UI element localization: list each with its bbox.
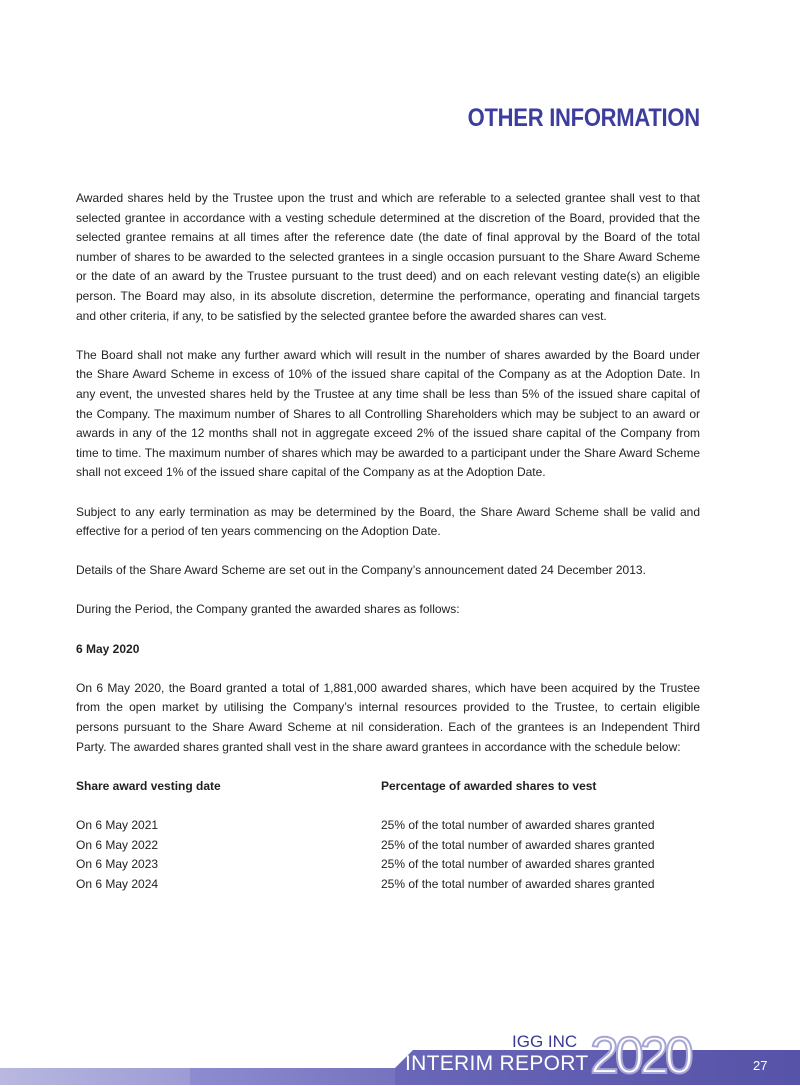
body-content (76, 189, 700, 894)
table-header-row (76, 777, 655, 797)
paragraph: The Board shall not make any further award which will result in the number of shares awarded by the Board under the Share Award Scheme in excess of 10% of the issued share capital of the Company as at the Adoption Date. In any event, the unvested shares held by the Trustee at any time shall be less than 5% of the issued share capital of the Company. The maximum number of Shares to all Controlling Shareholders which may be subject to an award or awards in any of the 12 months shall not in aggregate exceed 2% of the issued share capital of the Company from time to time. The maximum number of shares which may be awarded to a participant under the Share Award Scheme shall not exceed 1% of the issued share capital of the Company as at the Adoption Date. (76, 347, 700, 480)
paragraph: On 6 May 2020, the Board granted a total of 1,881,000 awarded shares, which have been acquired by the Trustee from the open market by utilising the Company’s internal resources provided to the Trustee, to certain eligible persons pursuant to the Share Award Scheme at nil consideration. Each of the grantees is an Independent Third Party. The awarded shares granted shall vest in the share award grantees in accordance with the schedule below: (76, 680, 700, 754)
vesting-table (76, 777, 655, 895)
table-row (76, 836, 655, 856)
vesting-date: On 6 May 2023 (76, 857, 159, 872)
vesting-date: On 6 May 2021 (76, 818, 159, 832)
company-name: IGG INC (512, 1032, 578, 1051)
page-footer (0, 1027, 800, 1085)
report-title: INTERIM REPORT (405, 1052, 589, 1075)
vesting-percentage: 25% of the total number of awarded shares granted (381, 837, 655, 852)
page-number: 27 (753, 1058, 768, 1073)
column-header: Percentage of awarded shares to vest (381, 778, 597, 793)
column-header: Share award vesting date (76, 778, 221, 793)
table-row (76, 875, 655, 895)
page-title: OTHER INFORMATION (467, 104, 700, 132)
footer-bar-decoration (0, 1068, 210, 1085)
paragraph: Subject to any early termination as may be determined by the Board, the Share Award Scheme shall be valid and effective for a period of ten years commencing on the Adoption Date. (76, 504, 700, 539)
paragraph: Awarded shares held by the Trustee upon the trust and which are referable to a selected grantee shall vest to that selected grantee in accordance with a vesting schedule determined at the discretion of the Board, provided that the selected grantee remains at all times after the reference date (the date of final approval by the Board of the total number of shares to be awarded to the selected grantees in a single occasion pursuant to the Share Award Scheme or the date of an award by the Trustee pursuant to the trust deed) and on each relevant vesting date(s) an eligible person. The Board may also, in its absolute discretion, determine the performance, operating and financial targets and other criteria, if any, to be satisfied by the selected grantee before the awarded shares can vest. (76, 191, 700, 323)
vesting-percentage: 25% of the total number of awarded shares granted (381, 818, 655, 832)
footer-bar-decoration (190, 1068, 420, 1085)
report-year-logo: 2020 (590, 1027, 690, 1085)
paragraph: Details of the Share Award Scheme are set out in the Company’s announcement dated 24 December 2013. (76, 563, 646, 578)
spacer (76, 796, 655, 816)
table-row (76, 816, 655, 836)
vesting-percentage: 25% of the total number of awarded shares granted (381, 857, 655, 872)
paragraph: During the Period, the Company granted the awarded shares as follows: (76, 602, 460, 617)
vesting-date: On 6 May 2024 (76, 876, 159, 891)
vesting-percentage: 25% of the total number of awarded shares granted (381, 876, 655, 891)
vesting-date: On 6 May 2022 (76, 837, 159, 852)
table-row (76, 855, 655, 875)
section-heading: 6 May 2020 (76, 641, 140, 656)
